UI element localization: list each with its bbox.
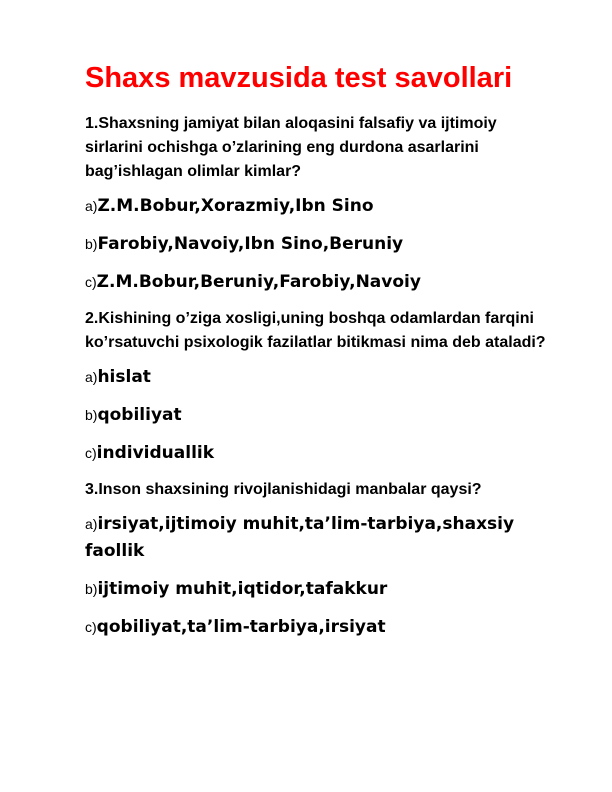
option-c bbox=[85, 269, 555, 296]
option-text: qobiliyat,ta’lim-tarbiya,irsiyat bbox=[96, 617, 386, 637]
option-a bbox=[85, 364, 555, 391]
option-letter: b) bbox=[85, 407, 98, 423]
option-letter: c) bbox=[85, 274, 97, 290]
option-a bbox=[85, 511, 555, 565]
option-text: Z.M.Bobur,Beruniy,Farobiy,Navoiy bbox=[96, 272, 421, 292]
question-block-1 bbox=[85, 112, 555, 296]
option-letter: a) bbox=[85, 369, 98, 385]
option-letter: a) bbox=[85, 516, 98, 532]
option-letter: b) bbox=[85, 581, 98, 597]
document-page bbox=[85, 58, 555, 652]
option-b bbox=[85, 231, 555, 258]
option-letter: c) bbox=[85, 619, 97, 635]
option-text: Farobiy,Navoiy,Ibn Sino,Beruniy bbox=[97, 234, 404, 254]
question-text: 1.Shaxsning jamiyat bilan aloqasini falsafiy va ijtimoiy sirlarini ochishga o’zlarining eng durdona asarlarini bag’ishlagan olimlar kimlar? bbox=[85, 115, 497, 180]
document-title: Shaxs mavzusida test savollari bbox=[85, 62, 513, 94]
question-text: 3.Inson shaxsining rivojlanishidagi manbalar qaysi? bbox=[85, 481, 482, 498]
option-letter: a) bbox=[85, 198, 98, 214]
option-text: ijtimoiy muhit,iqtidor,tafakkur bbox=[97, 579, 388, 599]
option-letter: c) bbox=[85, 445, 97, 461]
option-letter: b) bbox=[85, 236, 98, 252]
option-b bbox=[85, 576, 555, 603]
option-text: individuallik bbox=[96, 443, 215, 463]
option-text: hislat bbox=[97, 367, 151, 387]
option-text: irsiyat,ijtimoiy muhit,ta’lim-tarbiya,shaxsiy faollik bbox=[85, 514, 515, 561]
option-text: Z.M.Bobur,Xorazmiy,Ibn Sino bbox=[97, 196, 374, 216]
option-c bbox=[85, 440, 555, 467]
question-block-2 bbox=[85, 307, 555, 467]
option-text: qobiliyat bbox=[97, 405, 182, 425]
question-text: 2.Kishining o’ziga xosligi,uning boshqa odamlardan farqini ko’rsatuvchi psixologik fazilatlar bitikmasi nima deb ataladi? bbox=[85, 310, 546, 351]
option-a bbox=[85, 193, 555, 220]
option-b bbox=[85, 402, 555, 429]
question-block-3 bbox=[85, 478, 555, 641]
option-c bbox=[85, 614, 555, 641]
